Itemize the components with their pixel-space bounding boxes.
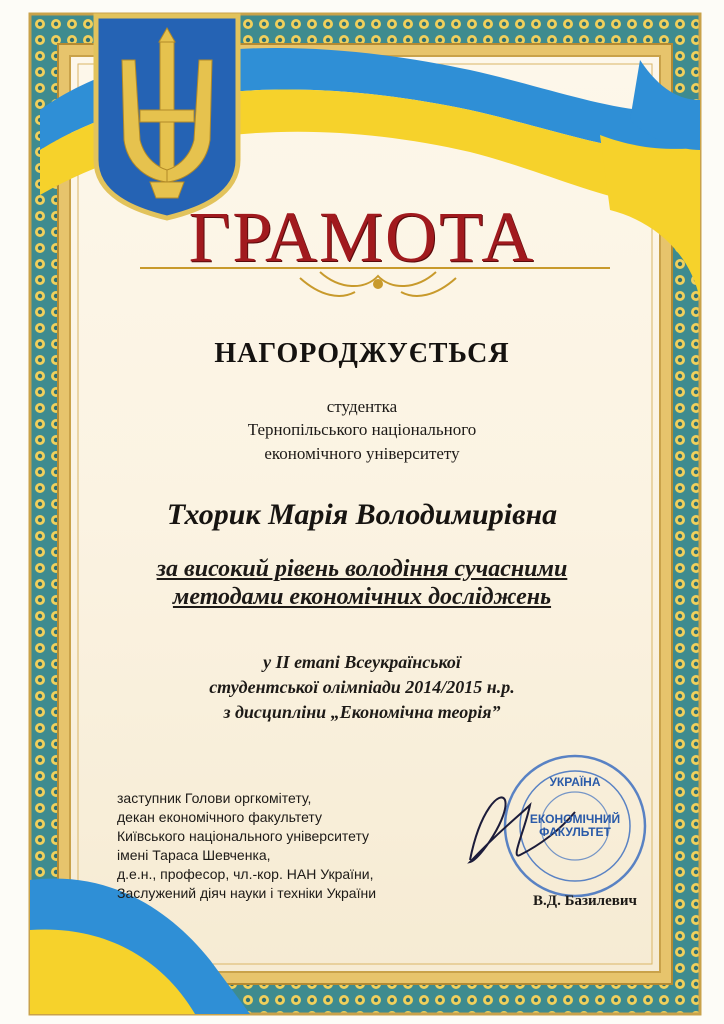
stamp-center-line-1: ЕКОНОМІЧНИЙ bbox=[529, 812, 621, 826]
stamp-center-line-2: ФАКУЛЬТЕТ bbox=[539, 825, 611, 839]
recipient-name: Тхорик Марія Володимирівна bbox=[166, 498, 558, 531]
signatory-name: В.Д. Базилевич bbox=[533, 893, 637, 909]
coat-of-arms-trident-icon bbox=[96, 16, 238, 218]
award-reason-line-1: за високий рівень володіння сучасними bbox=[156, 556, 568, 582]
stamp-ring-text: УКРАЇНА bbox=[549, 775, 601, 789]
recipient-rank: студентка bbox=[326, 397, 398, 416]
award-reason-line-2: методами економічних досліджень bbox=[172, 584, 552, 610]
signatory-line: д.е.н., професор, чл.-кор. НАН України, bbox=[117, 866, 374, 882]
certificate-title: ГРАМОТА bbox=[188, 197, 536, 277]
university-line-1: Тернопільського національного bbox=[247, 420, 477, 439]
university-line-2: економічного університету bbox=[264, 444, 460, 463]
olympiad-stage-line-2: студентської олімпіади 2014/2015 н.р. bbox=[209, 677, 515, 697]
awarded-heading: НАГОРОДЖУЄТЬСЯ bbox=[214, 338, 510, 369]
stamp-text bbox=[505, 775, 645, 839]
olympiad-stage-line-1: у ІІ етапі Всеукраїнської bbox=[263, 652, 461, 672]
signatory-line: імені Тараса Шевченка, bbox=[117, 847, 271, 863]
olympiad-stage-line-3: з дисципліни „Економічна теорія” bbox=[223, 702, 501, 722]
signatory-line: Заслужений діяч науки і техніки України bbox=[117, 885, 377, 901]
signatory-line: Київського національного університету bbox=[117, 828, 370, 844]
signatory-line: декан економічного факультету bbox=[117, 809, 322, 825]
signatory-line: заступник Голови оргкомітету, bbox=[117, 790, 312, 806]
